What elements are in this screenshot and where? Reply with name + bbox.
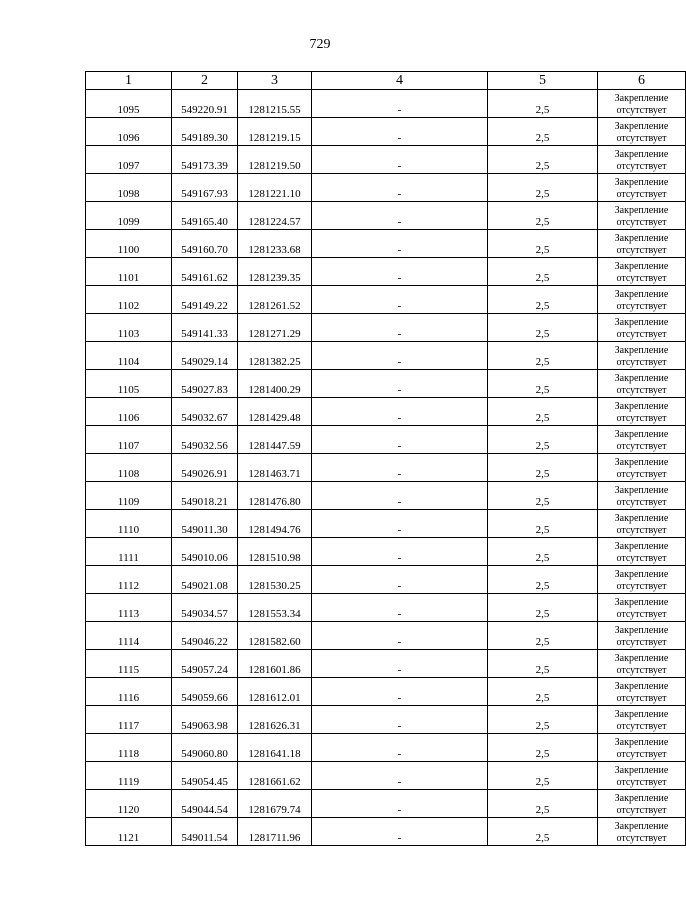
column-5-cell: 2,5 xyxy=(488,734,598,762)
note-line: отсутствует xyxy=(616,721,667,732)
x-coordinate-cell: 549046.22 xyxy=(172,622,238,650)
note-line: Закрепление xyxy=(614,541,669,552)
note-line: Закрепление xyxy=(614,737,669,748)
column-header-2: 2 xyxy=(172,72,238,90)
y-coordinate-cell: 1281601.86 xyxy=(238,650,312,678)
note-cell xyxy=(598,230,686,258)
y-coordinate-cell: 1281530.25 xyxy=(238,566,312,594)
table-row xyxy=(86,426,686,454)
note-line: Закрепление xyxy=(614,289,669,300)
point-number-cell: 1119 xyxy=(86,762,172,790)
column-5-cell: 2,5 xyxy=(488,510,598,538)
column-header-1: 1 xyxy=(86,72,172,90)
column-5-cell: 2,5 xyxy=(488,174,598,202)
table-row xyxy=(86,594,686,622)
y-coordinate-cell: 1281400.29 xyxy=(238,370,312,398)
note-line: Закрепление xyxy=(614,205,669,216)
y-coordinate-cell: 1281219.15 xyxy=(238,118,312,146)
table-row xyxy=(86,314,686,342)
x-coordinate-cell: 549044.54 xyxy=(172,790,238,818)
note-line: Закрепление xyxy=(614,765,669,776)
column-4-cell: - xyxy=(312,678,488,706)
note-line: отсутствует xyxy=(616,833,667,844)
note-line: Закрепление xyxy=(614,485,669,496)
y-coordinate-cell: 1281233.68 xyxy=(238,230,312,258)
table-row xyxy=(86,174,686,202)
x-coordinate-cell: 549160.70 xyxy=(172,230,238,258)
note-cell xyxy=(598,314,686,342)
column-4-cell: - xyxy=(312,342,488,370)
column-4-cell: - xyxy=(312,762,488,790)
y-coordinate-cell: 1281711.96 xyxy=(238,818,312,846)
note-line: Закрепление xyxy=(614,597,669,608)
note-line: отсутствует xyxy=(616,777,667,788)
column-4-cell: - xyxy=(312,398,488,426)
note-cell xyxy=(598,202,686,230)
note-cell xyxy=(598,90,686,118)
point-number-cell: 1105 xyxy=(86,370,172,398)
column-4-cell: - xyxy=(312,230,488,258)
point-number-cell: 1106 xyxy=(86,398,172,426)
table-row xyxy=(86,622,686,650)
y-coordinate-cell: 1281626.31 xyxy=(238,706,312,734)
note-line: отсутствует xyxy=(616,413,667,424)
note-line: Закрепление xyxy=(614,401,669,412)
column-5-cell: 2,5 xyxy=(488,426,598,454)
note-line: отсутствует xyxy=(616,581,667,592)
column-5-cell: 2,5 xyxy=(488,398,598,426)
y-coordinate-cell: 1281612.01 xyxy=(238,678,312,706)
table-row xyxy=(86,678,686,706)
table-header-row xyxy=(86,72,686,90)
note-line: отсутствует xyxy=(616,105,667,116)
y-coordinate-cell: 1281382.25 xyxy=(238,342,312,370)
column-5-cell: 2,5 xyxy=(488,678,598,706)
y-coordinate-cell: 1281510.98 xyxy=(238,538,312,566)
column-4-cell: - xyxy=(312,286,488,314)
column-4-cell: - xyxy=(312,370,488,398)
point-number-cell: 1111 xyxy=(86,538,172,566)
table-row xyxy=(86,650,686,678)
column-5-cell: 2,5 xyxy=(488,538,598,566)
note-cell xyxy=(598,706,686,734)
column-5-cell: 2,5 xyxy=(488,706,598,734)
column-header-3: 3 xyxy=(238,72,312,90)
note-cell xyxy=(598,258,686,286)
note-cell xyxy=(598,342,686,370)
y-coordinate-cell: 1281219.50 xyxy=(238,146,312,174)
table-row xyxy=(86,706,686,734)
note-line: отсутствует xyxy=(616,693,667,704)
note-cell xyxy=(598,594,686,622)
note-line: отсутствует xyxy=(616,665,667,676)
column-4-cell: - xyxy=(312,594,488,622)
x-coordinate-cell: 549167.93 xyxy=(172,174,238,202)
note-line: Закрепление xyxy=(614,653,669,664)
note-line: отсутствует xyxy=(616,637,667,648)
x-coordinate-cell: 549032.67 xyxy=(172,398,238,426)
x-coordinate-cell: 549011.54 xyxy=(172,818,238,846)
note-cell xyxy=(598,762,686,790)
note-line: Закрепление xyxy=(614,261,669,272)
table-body xyxy=(86,90,686,846)
table-row xyxy=(86,258,686,286)
note-line: отсутствует xyxy=(616,385,667,396)
note-line: отсутствует xyxy=(616,301,667,312)
note-cell xyxy=(598,510,686,538)
column-5-cell: 2,5 xyxy=(488,650,598,678)
table-row xyxy=(86,818,686,846)
note-line: отсутствует xyxy=(616,497,667,508)
y-coordinate-cell: 1281224.57 xyxy=(238,202,312,230)
column-4-cell: - xyxy=(312,538,488,566)
note-line: отсутствует xyxy=(616,161,667,172)
note-cell xyxy=(598,734,686,762)
note-line: отсутствует xyxy=(616,217,667,228)
x-coordinate-cell: 549018.21 xyxy=(172,482,238,510)
y-coordinate-cell: 1281679.74 xyxy=(238,790,312,818)
table-row xyxy=(86,538,686,566)
column-4-cell: - xyxy=(312,454,488,482)
x-coordinate-cell: 549141.33 xyxy=(172,314,238,342)
table-row xyxy=(86,790,686,818)
note-cell xyxy=(598,454,686,482)
point-number-cell: 1117 xyxy=(86,706,172,734)
point-number-cell: 1121 xyxy=(86,818,172,846)
table-row xyxy=(86,482,686,510)
note-line: отсутствует xyxy=(616,189,667,200)
x-coordinate-cell: 549060.80 xyxy=(172,734,238,762)
x-coordinate-cell: 549029.14 xyxy=(172,342,238,370)
x-coordinate-cell: 549161.62 xyxy=(172,258,238,286)
y-coordinate-cell: 1281641.18 xyxy=(238,734,312,762)
point-number-cell: 1118 xyxy=(86,734,172,762)
note-line: отсутствует xyxy=(616,273,667,284)
y-coordinate-cell: 1281582.60 xyxy=(238,622,312,650)
note-line: отсутствует xyxy=(616,469,667,480)
column-4-cell: - xyxy=(312,566,488,594)
y-coordinate-cell: 1281239.35 xyxy=(238,258,312,286)
note-line: Закрепление xyxy=(614,317,669,328)
y-coordinate-cell: 1281661.62 xyxy=(238,762,312,790)
point-number-cell: 1098 xyxy=(86,174,172,202)
x-coordinate-cell: 549026.91 xyxy=(172,454,238,482)
y-coordinate-cell: 1281221.10 xyxy=(238,174,312,202)
note-cell xyxy=(598,398,686,426)
column-header-5: 5 xyxy=(488,72,598,90)
column-5-cell: 2,5 xyxy=(488,258,598,286)
note-line: Закрепление xyxy=(614,793,669,804)
column-5-cell: 2,5 xyxy=(488,230,598,258)
point-number-cell: 1112 xyxy=(86,566,172,594)
table-row xyxy=(86,734,686,762)
column-5-cell: 2,5 xyxy=(488,790,598,818)
note-line: Закрепление xyxy=(614,233,669,244)
column-5-cell: 2,5 xyxy=(488,286,598,314)
table-row xyxy=(86,398,686,426)
note-cell xyxy=(598,678,686,706)
note-cell xyxy=(598,790,686,818)
note-line: Закрепление xyxy=(614,177,669,188)
column-4-cell: - xyxy=(312,650,488,678)
x-coordinate-cell: 549220.91 xyxy=(172,90,238,118)
note-line: Закрепление xyxy=(614,569,669,580)
x-coordinate-cell: 549149.22 xyxy=(172,286,238,314)
point-number-cell: 1104 xyxy=(86,342,172,370)
note-line: Закрепление xyxy=(614,513,669,524)
point-number-cell: 1120 xyxy=(86,790,172,818)
x-coordinate-cell: 549189.30 xyxy=(172,118,238,146)
column-header-6: 6 xyxy=(598,72,686,90)
y-coordinate-cell: 1281261.52 xyxy=(238,286,312,314)
table-row xyxy=(86,762,686,790)
column-5-cell: 2,5 xyxy=(488,202,598,230)
column-4-cell: - xyxy=(312,622,488,650)
point-number-cell: 1107 xyxy=(86,426,172,454)
column-5-cell: 2,5 xyxy=(488,594,598,622)
point-number-cell: 1100 xyxy=(86,230,172,258)
point-number-cell: 1116 xyxy=(86,678,172,706)
column-4-cell: - xyxy=(312,314,488,342)
y-coordinate-cell: 1281429.48 xyxy=(238,398,312,426)
x-coordinate-cell: 549010.06 xyxy=(172,538,238,566)
column-5-cell: 2,5 xyxy=(488,314,598,342)
note-cell xyxy=(598,426,686,454)
x-coordinate-cell: 549165.40 xyxy=(172,202,238,230)
column-4-cell: - xyxy=(312,258,488,286)
note-line: Закрепление xyxy=(614,121,669,132)
note-line: Закрепление xyxy=(614,821,669,832)
x-coordinate-cell: 549059.66 xyxy=(172,678,238,706)
note-cell xyxy=(598,538,686,566)
note-line: отсутствует xyxy=(616,357,667,368)
note-line: отсутствует xyxy=(616,329,667,340)
note-cell xyxy=(598,370,686,398)
column-5-cell: 2,5 xyxy=(488,118,598,146)
note-line: Закрепление xyxy=(614,373,669,384)
note-line: отсутствует xyxy=(616,553,667,564)
point-number-cell: 1109 xyxy=(86,482,172,510)
point-number-cell: 1110 xyxy=(86,510,172,538)
note-line: отсутствует xyxy=(616,805,667,816)
column-5-cell: 2,5 xyxy=(488,818,598,846)
point-number-cell: 1108 xyxy=(86,454,172,482)
note-line: отсутствует xyxy=(616,441,667,452)
y-coordinate-cell: 1281476.80 xyxy=(238,482,312,510)
note-line: Закрепление xyxy=(614,457,669,468)
y-coordinate-cell: 1281494.76 xyxy=(238,510,312,538)
point-number-cell: 1115 xyxy=(86,650,172,678)
column-5-cell: 2,5 xyxy=(488,622,598,650)
table-row xyxy=(86,510,686,538)
x-coordinate-cell: 549032.56 xyxy=(172,426,238,454)
point-number-cell: 1097 xyxy=(86,146,172,174)
x-coordinate-cell: 549011.30 xyxy=(172,510,238,538)
column-5-cell: 2,5 xyxy=(488,342,598,370)
table-row xyxy=(86,202,686,230)
column-5-cell: 2,5 xyxy=(488,566,598,594)
column-5-cell: 2,5 xyxy=(488,482,598,510)
column-4-cell: - xyxy=(312,734,488,762)
table-row xyxy=(86,118,686,146)
point-number-cell: 1101 xyxy=(86,258,172,286)
y-coordinate-cell: 1281463.71 xyxy=(238,454,312,482)
note-line: отсутствует xyxy=(616,749,667,760)
note-line: отсутствует xyxy=(616,609,667,620)
note-line: отсутствует xyxy=(616,133,667,144)
note-line: Закрепление xyxy=(614,709,669,720)
point-number-cell: 1113 xyxy=(86,594,172,622)
note-line: Закрепление xyxy=(614,681,669,692)
note-line: отсутствует xyxy=(616,245,667,256)
y-coordinate-cell: 1281271.29 xyxy=(238,314,312,342)
column-5-cell: 2,5 xyxy=(488,454,598,482)
note-cell xyxy=(598,566,686,594)
note-line: Закрепление xyxy=(614,93,669,104)
y-coordinate-cell: 1281215.55 xyxy=(238,90,312,118)
note-cell xyxy=(598,146,686,174)
x-coordinate-cell: 549034.57 xyxy=(172,594,238,622)
note-line: Закрепление xyxy=(614,149,669,160)
column-4-cell: - xyxy=(312,790,488,818)
note-cell xyxy=(598,650,686,678)
column-4-cell: - xyxy=(312,118,488,146)
point-number-cell: 1114 xyxy=(86,622,172,650)
column-4-cell: - xyxy=(312,818,488,846)
point-number-cell: 1099 xyxy=(86,202,172,230)
table-row xyxy=(86,454,686,482)
column-4-cell: - xyxy=(312,482,488,510)
table-row xyxy=(86,230,686,258)
column-4-cell: - xyxy=(312,146,488,174)
note-line: Закрепление xyxy=(614,429,669,440)
point-number-cell: 1102 xyxy=(86,286,172,314)
note-cell xyxy=(598,286,686,314)
note-cell xyxy=(598,482,686,510)
x-coordinate-cell: 549021.08 xyxy=(172,566,238,594)
page-number: 729 xyxy=(309,37,331,52)
column-4-cell: - xyxy=(312,706,488,734)
note-line: Закрепление xyxy=(614,625,669,636)
x-coordinate-cell: 549057.24 xyxy=(172,650,238,678)
coordinates-table xyxy=(85,71,686,846)
column-5-cell: 2,5 xyxy=(488,762,598,790)
point-number-cell: 1095 xyxy=(86,90,172,118)
y-coordinate-cell: 1281447.59 xyxy=(238,426,312,454)
note-line: Закрепление xyxy=(614,345,669,356)
x-coordinate-cell: 549027.83 xyxy=(172,370,238,398)
column-4-cell: - xyxy=(312,90,488,118)
table-row xyxy=(86,342,686,370)
column-4-cell: - xyxy=(312,174,488,202)
column-5-cell: 2,5 xyxy=(488,90,598,118)
column-5-cell: 2,5 xyxy=(488,370,598,398)
point-number-cell: 1096 xyxy=(86,118,172,146)
note-cell xyxy=(598,174,686,202)
table-row xyxy=(86,146,686,174)
x-coordinate-cell: 549063.98 xyxy=(172,706,238,734)
x-coordinate-cell: 549173.39 xyxy=(172,146,238,174)
note-cell xyxy=(598,622,686,650)
note-cell xyxy=(598,818,686,846)
note-cell xyxy=(598,118,686,146)
table-row xyxy=(86,90,686,118)
note-line: отсутствует xyxy=(616,525,667,536)
table-row xyxy=(86,370,686,398)
y-coordinate-cell: 1281553.34 xyxy=(238,594,312,622)
column-5-cell: 2,5 xyxy=(488,146,598,174)
x-coordinate-cell: 549054.45 xyxy=(172,762,238,790)
column-4-cell: - xyxy=(312,202,488,230)
column-4-cell: - xyxy=(312,426,488,454)
column-header-4: 4 xyxy=(312,72,488,90)
column-4-cell: - xyxy=(312,510,488,538)
table-row xyxy=(86,566,686,594)
point-number-cell: 1103 xyxy=(86,314,172,342)
table-row xyxy=(86,286,686,314)
